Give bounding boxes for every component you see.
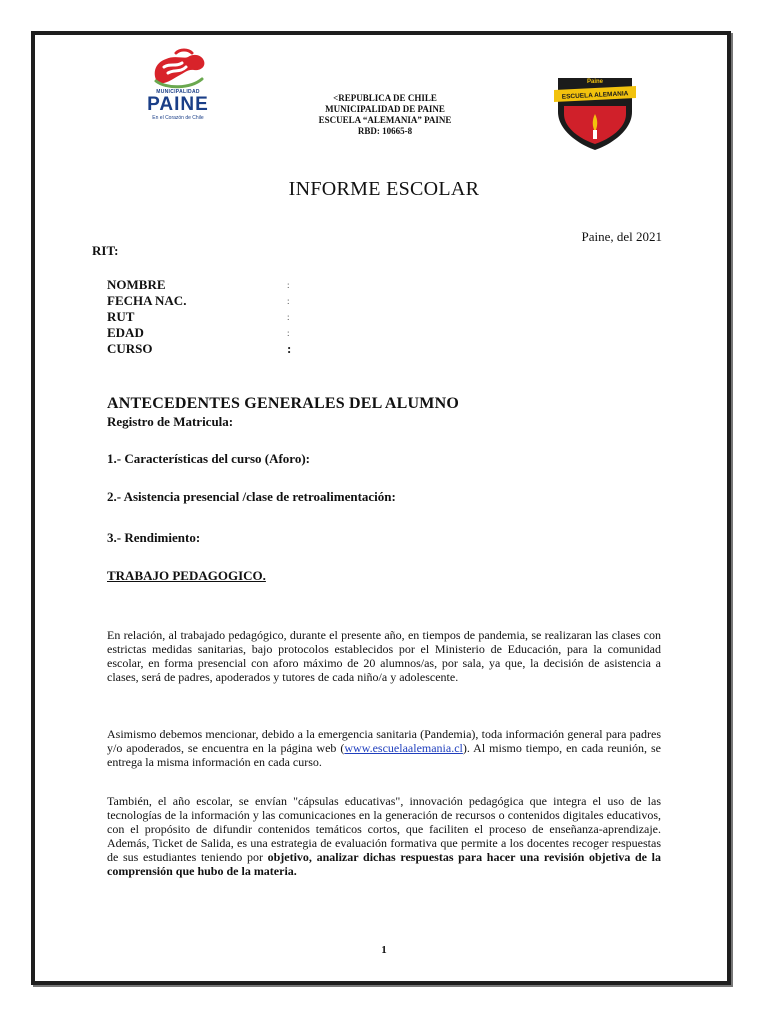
school-shield-icon bbox=[550, 72, 640, 152]
section-heading: ANTECEDENTES GENERALES DEL ALUMNO bbox=[107, 395, 460, 412]
rit-label: RIT: bbox=[92, 243, 119, 258]
field-label: RUT bbox=[107, 309, 135, 324]
field-separator: : bbox=[287, 341, 292, 356]
field-label: EDAD bbox=[107, 325, 144, 340]
header-line-3: ESCUELA “ALEMANIA” PAINE bbox=[318, 115, 452, 125]
document-title: INFORME ESCOLAR bbox=[288, 178, 480, 200]
logo-tagline: En el Corazón de Chile bbox=[152, 115, 204, 121]
item-asistencia: 2.- Asistencia presencial /clase de retroalimentación: bbox=[107, 489, 396, 504]
field-nombre bbox=[107, 277, 407, 293]
header-line-1: <REPUBLICA DE CHILE bbox=[333, 93, 437, 103]
escuela-alemania-logo bbox=[550, 72, 640, 152]
header-line-4: RBD: 10665-8 bbox=[357, 126, 413, 136]
field-separator: : bbox=[287, 296, 290, 306]
paragraph-3 bbox=[107, 794, 661, 878]
field-rut bbox=[107, 309, 407, 325]
header-line-2: MUNICIPALIDAD DE PAINE bbox=[325, 104, 445, 114]
student-fields bbox=[107, 277, 407, 357]
shield-top-text: Paine bbox=[586, 79, 604, 85]
chile-map-logo-icon bbox=[118, 45, 238, 91]
field-fecha-nac bbox=[107, 293, 407, 309]
field-separator: : bbox=[287, 312, 290, 322]
institution-header bbox=[255, 93, 515, 137]
field-label: NOMBRE bbox=[107, 277, 166, 292]
paragraph-3-bold-text: objetivo, analizar dichas respuestas para hacer una revisión objetiva de la comprensión que hubo de la materia. bbox=[107, 850, 661, 878]
date-line: Paine, del 2021 bbox=[581, 229, 662, 244]
paragraph-2 bbox=[107, 727, 661, 769]
field-separator: : bbox=[287, 328, 290, 338]
item-rendimiento: 3.- Rendimiento: bbox=[107, 530, 201, 545]
paragraph-3-text: También, el año escolar, se envían "cápsulas educativas", innovación pedagógica que integra el uso de las tecnologías de la información y las comunicaciones en la generación de recursos o contenidos digitales educativos, con el propósito de difundir contenidos temáticos cortos, que faciliten el proceso de enseñanza-aprendizaje. Además, Ticket de Salida, es una estrategia de evaluación formativa que permite a los docentes recoger respuestas de sus estudiantes teniendo por bbox=[107, 794, 661, 864]
page-number: 1 bbox=[381, 944, 387, 956]
municipalidad-logo bbox=[118, 45, 238, 120]
trabajo-heading: TRABAJO PEDAGOGICO. bbox=[107, 568, 266, 583]
field-label: CURSO bbox=[107, 341, 153, 356]
logo-muni-text: MUNICIPALIDAD bbox=[156, 89, 200, 95]
shield-band-text: ESCUELA ALEMANIA bbox=[561, 90, 629, 101]
field-separator: : bbox=[287, 280, 290, 290]
paragraph-1: En relación, al trabajado pedagógico, durante el presente año, en tiempos de pandemia, se realizaran las clases con estrictas medidas sanitarias, bajo protocolos establecidos por el Ministerio de Educación, para la comunidad escolar, en forma presencial con aforo máximo de 20 alumnos/as, por sala, ya que, la decisión de asistencia a clases, será de padres, apoderados y tutores de cada niño/a y adolescente. bbox=[107, 628, 661, 684]
paragraph-2-text-b: ). Al mismo tiempo, en cada reunión, se entrega la misma información en cada curso. bbox=[107, 741, 661, 769]
logo-paine-text: PAINE bbox=[147, 94, 209, 115]
school-website-link[interactable]: www.escuelaalemania.cl bbox=[344, 741, 463, 755]
registro-matricula: Registro de Matricula: bbox=[107, 414, 234, 429]
item-caracteristicas: 1.- Características del curso (Aforo): bbox=[107, 451, 310, 466]
paragraph-2-text-a: Asimismo debemos mencionar, debido a la emergencia sanitaria (Pandemia), toda información general para padres y/o apoderados, se encuentra en la página web ( bbox=[107, 727, 661, 755]
field-curso bbox=[107, 341, 407, 357]
field-label: FECHA NAC. bbox=[107, 293, 187, 308]
field-edad bbox=[107, 325, 407, 341]
